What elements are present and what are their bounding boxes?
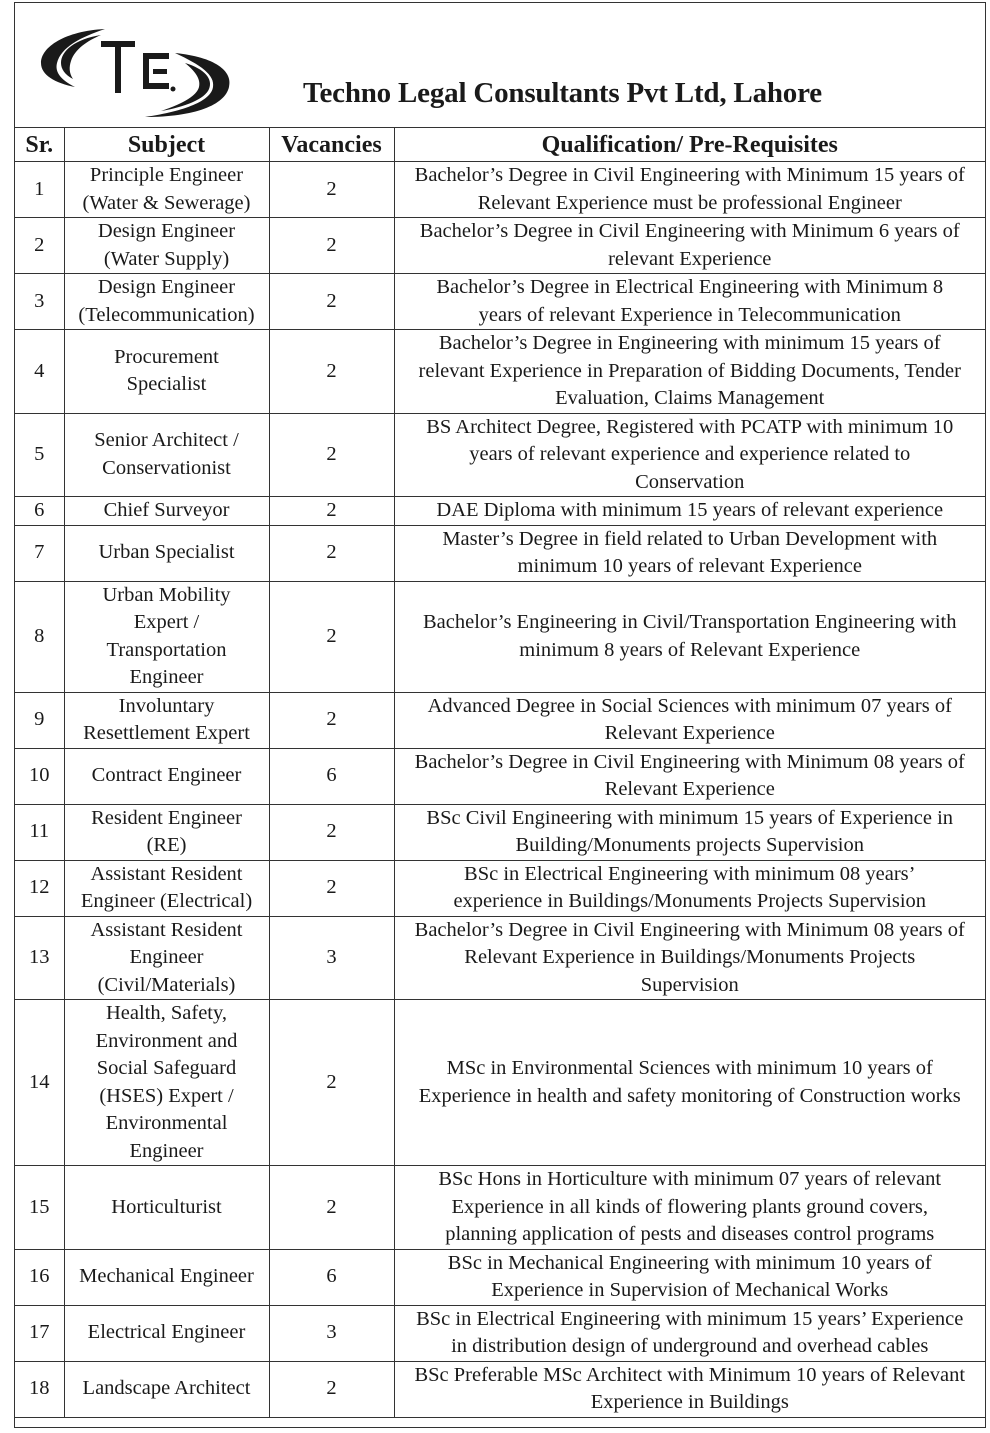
row-vacancies: 2 bbox=[269, 1361, 394, 1417]
qualification-line: Relevant Experience in Buildings/Monuments Projects bbox=[464, 946, 916, 968]
qualification-line: Bachelor’s Degree in Civil Engineering with Minimum 15 years of bbox=[414, 164, 965, 186]
qualification-line: Supervision bbox=[640, 973, 739, 996]
row-sr: 15 bbox=[15, 1166, 64, 1250]
row-subject bbox=[64, 218, 269, 274]
subject-line: Urban Specialist bbox=[98, 541, 235, 564]
table-row bbox=[15, 1249, 985, 1305]
table-row bbox=[15, 860, 985, 916]
subject-line: Health, Safety, bbox=[105, 1002, 228, 1024]
row-qualification bbox=[394, 525, 985, 581]
table-row bbox=[15, 1000, 985, 1166]
qualification-line: Bachelor’s Degree in Civil Engineering with Minimum 08 years of bbox=[414, 918, 965, 941]
table-row bbox=[15, 330, 985, 414]
row-vacancies: 2 bbox=[269, 1166, 394, 1250]
qualification-line: BSc in Electrical Engineering with minimum 15 years’ Experience bbox=[416, 1307, 964, 1330]
row-subject bbox=[64, 1166, 269, 1250]
row-vacancies: 2 bbox=[269, 413, 394, 497]
subject-line: (Civil/Materials) bbox=[97, 973, 236, 996]
qualification-line: BSc in Mechanical Engineering with minimum 10 years of bbox=[447, 1251, 932, 1274]
row-subject bbox=[64, 1305, 269, 1361]
row-qualification bbox=[394, 1249, 985, 1305]
row-qualification bbox=[394, 1305, 985, 1361]
subject-line: Engineer bbox=[129, 666, 204, 688]
row-qualification bbox=[394, 916, 985, 1000]
qualification-line: planning application of pests and diseases control programs bbox=[445, 1223, 935, 1245]
row-sr: 2 bbox=[15, 218, 64, 274]
qualification-line: Bachelor’s Engineering in Civil/Transportation Engineering with bbox=[423, 611, 957, 633]
row-sr: 1 bbox=[15, 162, 64, 218]
table-row bbox=[15, 525, 985, 581]
row-subject bbox=[64, 1361, 269, 1417]
row-sr: 16 bbox=[15, 1249, 64, 1305]
subject-line: (Water Supply) bbox=[103, 247, 230, 270]
subject-line: Specialist bbox=[126, 373, 207, 396]
qualification-line: Experience in health and safety monitoring of Construction works bbox=[418, 1084, 961, 1107]
row-qualification bbox=[394, 1166, 985, 1250]
qualification-line: Advanced Degree in Social Sciences with minimum 07 years of bbox=[427, 694, 952, 717]
subject-line: Design Engineer bbox=[97, 276, 236, 298]
row-vacancies: 2 bbox=[269, 804, 394, 860]
row-subject bbox=[64, 860, 269, 916]
table-row bbox=[15, 1361, 985, 1417]
row-qualification bbox=[394, 860, 985, 916]
subject-line: Environment and bbox=[95, 1029, 238, 1052]
qualification-line: Experience in all kinds of flowering plants ground covers, bbox=[451, 1195, 928, 1218]
subject-line: Contract Engineer bbox=[91, 764, 242, 787]
subject-line: (RE) bbox=[146, 834, 187, 856]
row-vacancies: 6 bbox=[269, 1249, 394, 1305]
subject-line: Transportation bbox=[106, 638, 227, 661]
subject-line: Engineer bbox=[129, 1139, 204, 1162]
table-row bbox=[15, 497, 985, 526]
subject-line: (HSES) Expert / bbox=[99, 1084, 234, 1107]
subject-line: Engineer (Electrical) bbox=[80, 890, 253, 912]
row-vacancies: 3 bbox=[269, 1305, 394, 1361]
subject-line: Conservationist bbox=[102, 456, 231, 479]
subject-line: Social Safeguard bbox=[96, 1057, 237, 1079]
qualification-line: Bachelor’s Degree in Electrical Engineering with Minimum 8 bbox=[436, 276, 944, 298]
row-sr: 8 bbox=[15, 581, 64, 692]
row-vacancies: 2 bbox=[269, 497, 394, 526]
qualification-line: years of relevant Experience in Telecommunication bbox=[478, 303, 901, 326]
qualification-line: relevant Experience bbox=[608, 247, 772, 270]
qualification-line: Conservation bbox=[635, 470, 745, 493]
row-sr: 5 bbox=[15, 413, 64, 497]
subject-line: Electrical Engineer bbox=[87, 1321, 246, 1344]
qualification-line: MSc in Environmental Sciences with minimum 10 years of bbox=[446, 1057, 933, 1079]
row-qualification bbox=[394, 218, 985, 274]
table-row bbox=[15, 1305, 985, 1361]
qualification-line: Evaluation, Claims Management bbox=[555, 387, 825, 409]
row-vacancies: 3 bbox=[269, 916, 394, 1000]
subject-line: Resettlement Expert bbox=[83, 722, 250, 744]
row-subject bbox=[64, 413, 269, 497]
subject-line: Assistant Resident bbox=[90, 862, 243, 885]
subject-line: Procurement bbox=[114, 345, 219, 368]
column-header-sr: Sr. bbox=[15, 128, 64, 162]
row-vacancies: 2 bbox=[269, 860, 394, 916]
subject-line: Design Engineer bbox=[97, 220, 236, 242]
subject-line: Horticulturist bbox=[111, 1195, 222, 1218]
row-qualification bbox=[394, 330, 985, 414]
row-vacancies: 2 bbox=[269, 525, 394, 581]
row-sr: 9 bbox=[15, 692, 64, 748]
row-qualification bbox=[394, 804, 985, 860]
subject-line: Urban Mobility bbox=[102, 583, 231, 606]
subject-line: Mechanical Engineer bbox=[79, 1265, 254, 1288]
row-vacancies: 6 bbox=[269, 748, 394, 804]
qualification-line: Bachelor’s Degree in Engineering with minimum 15 years of bbox=[438, 332, 941, 354]
row-sr: 14 bbox=[15, 1000, 64, 1166]
qualification-line: BSc Hons in Horticulture with minimum 07 years of relevant bbox=[438, 1168, 942, 1190]
table-row bbox=[15, 748, 985, 804]
qualification-line: relevant Experience in Preparation of Bidding Documents, Tender bbox=[418, 359, 961, 382]
row-subject bbox=[64, 162, 269, 218]
qualification-line: Bachelor’s Degree in Civil Engineering with Minimum 08 years of bbox=[414, 750, 965, 773]
row-sr: 12 bbox=[15, 860, 64, 916]
row-subject bbox=[64, 1249, 269, 1305]
subject-line: Involuntary bbox=[118, 694, 215, 717]
table-row bbox=[15, 692, 985, 748]
row-subject bbox=[64, 1000, 269, 1166]
row-sr: 7 bbox=[15, 525, 64, 581]
qualification-line: Experience in Buildings bbox=[590, 1391, 789, 1413]
subject-line: (Water & Sewerage) bbox=[82, 191, 251, 214]
subject-line: Engineer bbox=[129, 946, 204, 968]
header bbox=[15, 3, 985, 128]
row-qualification bbox=[394, 1000, 985, 1166]
column-header-subject: Subject bbox=[64, 128, 269, 162]
qualification-line: BSc in Electrical Engineering with minimum 08 years’ bbox=[464, 862, 916, 885]
subject-line: Chief Surveyor bbox=[103, 499, 230, 521]
row-qualification bbox=[394, 692, 985, 748]
row-subject bbox=[64, 274, 269, 330]
qualification-line: years of relevant experience and experience related to bbox=[469, 443, 911, 465]
qualification-line: DAE Diploma with minimum 15 years of relevant experience bbox=[436, 499, 944, 521]
qualification-line: Relevant Experience bbox=[604, 778, 775, 800]
table-body bbox=[15, 162, 985, 1418]
row-qualification bbox=[394, 748, 985, 804]
row-vacancies: 2 bbox=[269, 1000, 394, 1166]
row-sr: 10 bbox=[15, 748, 64, 804]
row-subject bbox=[64, 497, 269, 526]
qualification-line: in distribution design of underground and overhead cables bbox=[451, 1335, 929, 1357]
row-subject bbox=[64, 525, 269, 581]
row-qualification bbox=[394, 413, 985, 497]
row-vacancies: 2 bbox=[269, 274, 394, 330]
qualification-line: Experience in Supervision of Mechanical Works bbox=[491, 1279, 889, 1301]
subject-line: Principle Engineer bbox=[89, 164, 244, 186]
subject-line: Expert / bbox=[133, 611, 200, 633]
qualification-line: BS Architect Degree, Registered with PCATP with minimum 10 bbox=[426, 415, 954, 438]
row-sr: 11 bbox=[15, 804, 64, 860]
row-qualification bbox=[394, 274, 985, 330]
row-sr: 4 bbox=[15, 330, 64, 414]
vacancies-table bbox=[15, 128, 985, 1418]
company-name: Techno Legal Consultants Pvt Ltd, Lahore bbox=[303, 77, 822, 109]
row-qualification bbox=[394, 1361, 985, 1417]
subject-line: Resident Engineer bbox=[91, 806, 242, 829]
row-vacancies: 2 bbox=[269, 692, 394, 748]
row-vacancies: 2 bbox=[269, 162, 394, 218]
subject-line: (Telecommunication) bbox=[78, 303, 255, 326]
subject-line: Landscape Architect bbox=[82, 1377, 251, 1400]
table-row bbox=[15, 581, 985, 692]
column-header-vacancies: Vacancies bbox=[269, 128, 394, 162]
row-subject bbox=[64, 692, 269, 748]
row-sr: 18 bbox=[15, 1361, 64, 1417]
qualification-line: minimum 10 years of relevant Experience bbox=[517, 555, 862, 577]
qualification-line: Relevant Experience bbox=[604, 722, 775, 744]
qualification-line: Master’s Degree in field related to Urban Development with bbox=[442, 527, 938, 550]
table-row bbox=[15, 274, 985, 330]
table-row bbox=[15, 413, 985, 497]
row-sr: 3 bbox=[15, 274, 64, 330]
subject-line: Environmental bbox=[105, 1112, 228, 1134]
row-subject bbox=[64, 330, 269, 414]
qualification-line: experience in Buildings/Monuments Projects Supervision bbox=[453, 890, 927, 912]
table-row bbox=[15, 162, 985, 218]
table-row bbox=[15, 1166, 985, 1250]
subject-line: Senior Architect / bbox=[94, 429, 239, 452]
row-qualification bbox=[394, 497, 985, 526]
row-sr: 17 bbox=[15, 1305, 64, 1361]
qualification-line: Building/Monuments projects Supervision bbox=[515, 834, 864, 856]
advertisement-page bbox=[14, 2, 986, 1428]
row-vacancies: 2 bbox=[269, 581, 394, 692]
qualification-line: minimum 8 years of Relevant Experience bbox=[519, 638, 861, 661]
qualification-line: Relevant Experience must be professional Engineer bbox=[477, 191, 902, 214]
row-subject bbox=[64, 748, 269, 804]
row-sr: 6 bbox=[15, 497, 64, 526]
row-sr: 13 bbox=[15, 916, 64, 1000]
row-vacancies: 2 bbox=[269, 218, 394, 274]
table-row bbox=[15, 916, 985, 1000]
qualification-line: BSc Preferable MSc Architect with Minimum 10 years of Relevant bbox=[414, 1363, 966, 1386]
qualification-line: BSc Civil Engineering with minimum 15 years of Experience in bbox=[426, 806, 954, 829]
table-row bbox=[15, 218, 985, 274]
row-vacancies: 2 bbox=[269, 330, 394, 414]
qualification-line: Bachelor’s Degree in Civil Engineering with Minimum 6 years of bbox=[419, 220, 960, 242]
row-qualification bbox=[394, 162, 985, 218]
table-row bbox=[15, 804, 985, 860]
row-subject bbox=[64, 916, 269, 1000]
row-subject bbox=[64, 581, 269, 692]
subject-line: Assistant Resident bbox=[90, 918, 243, 941]
column-header-qualification: Qualification/ Pre-Requisites bbox=[394, 128, 985, 162]
table-header-row bbox=[15, 128, 985, 162]
row-qualification bbox=[394, 581, 985, 692]
row-subject bbox=[64, 804, 269, 860]
company-logo-icon bbox=[35, 17, 235, 121]
